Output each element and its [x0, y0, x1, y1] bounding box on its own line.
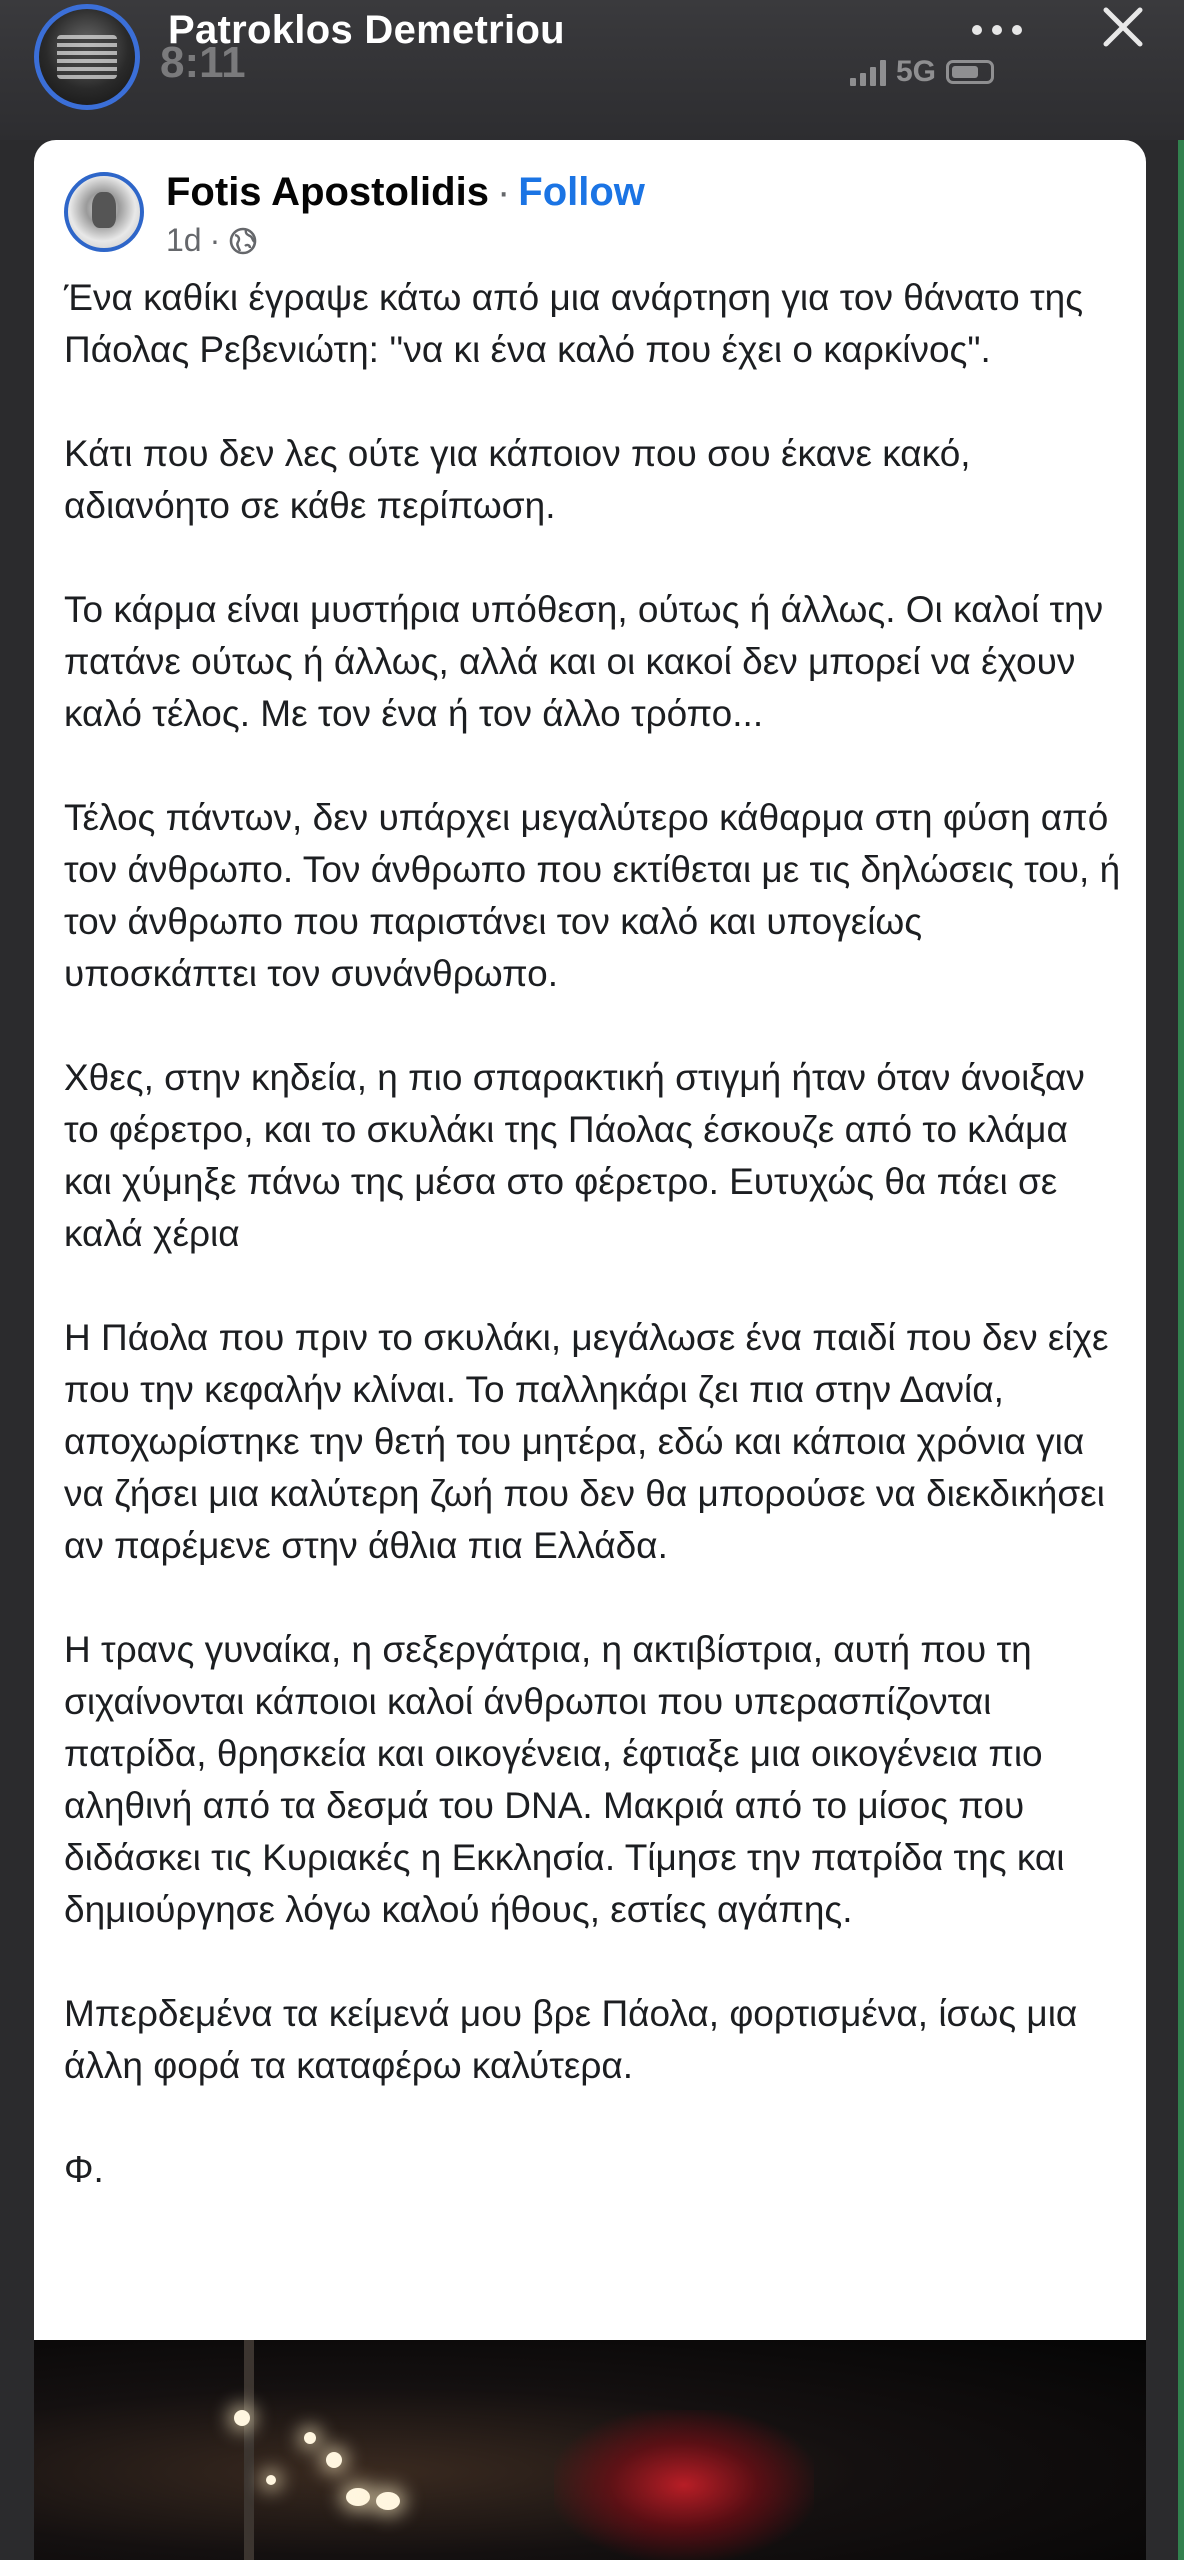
- story-header: [0, 0, 1184, 140]
- signal-icon: [850, 58, 886, 86]
- post-signature: Φ.: [64, 2149, 104, 2190]
- photo-light: [266, 2475, 276, 2485]
- post-paragraph: Η Πάολα που πριν το σκυλάκι, μεγάλωσε ένα παιδί που δεν είχε που την κεφαλήν κλίναι. Το παλληκάρι ζει πια στην Δανία, αποχωρίστηκε την θετή του μητέρα, εδώ και κάποια χρόνια για να ζήσει μια καλύτερη ζωή που δεν θα μπορούσε να διεκδικήσει αν παρέμενε στην άθλια πια Ελλάδα.: [64, 1317, 1109, 1566]
- photo-red-light: [554, 2410, 814, 2560]
- meta-separator: ·: [209, 222, 221, 258]
- post-text: [64, 272, 1124, 2196]
- status-time: 8:11: [160, 38, 246, 87]
- photo-pole: [244, 2340, 254, 2560]
- story-avatar[interactable]: [34, 4, 140, 110]
- close-icon[interactable]: [1096, 2, 1150, 56]
- globe-icon: [228, 226, 258, 256]
- status-indicators: [850, 52, 994, 92]
- story-author-name[interactable]: Patroklos Demetriou: [168, 8, 565, 52]
- post-paragraph: Μπερδεμένα τα κείμενά μου βρε Πάολα, φορτισμένα, ίσως μια άλλη φορά τα καταφέρω καλύτερα.: [64, 1993, 1078, 2086]
- post-header: [166, 170, 645, 215]
- post-paragraph: Τέλος πάντων, δεν υπάρχει μεγαλύτερο κάθαρμα στη φύση από τον άνθρωπο. Τον άνθρωπο που εκτίθεται με τις δηλώσεις του, ή τον άνθρωπο που παριστάνει τον καλό και υπογείως υποσκάπτει τον συνάνθρωπο.: [64, 797, 1121, 994]
- post-paragraph: Χθες, στην κηδεία, η πιο σπαρακτική στιγμή ήταν όταν άνοιξαν το φέρετρο, και το σκυλάκι της Πάολας έσκουζε από το κλάμα και χύμηξε πάνω της μέσα στο φέρετρο. Ευτυχώς θα πάει σε καλά χέρια: [64, 1057, 1085, 1254]
- post-age[interactable]: 1d: [166, 222, 202, 258]
- post-paragraph: Το κάρμα είναι μυστήρια υπόθεση, ούτως ή άλλως. Οι καλοί την πατάνε ούτως ή άλλως, αλλά και οι κακοί δεν μπορεί να έχουν καλό τέλος. Με τον ένα ή τον άλλο τρόπο...: [64, 589, 1104, 734]
- author-name[interactable]: Fotis Apostolidis: [166, 170, 489, 214]
- battery-icon: [946, 60, 994, 84]
- more-dots-icon[interactable]: [972, 22, 1032, 38]
- photo-light: [376, 2492, 400, 2510]
- follow-button[interactable]: Follow: [518, 170, 645, 214]
- post-paragraph: Κάτι που δεν λες ούτε για κάποιον που σου έκανε κακό, αδιανόητο σε κάθε περίπωση.: [64, 433, 971, 526]
- photo-light: [346, 2488, 370, 2506]
- post-photo[interactable]: [34, 2340, 1146, 2560]
- author-avatar[interactable]: [64, 172, 144, 252]
- header-separator: ·: [496, 170, 511, 214]
- photo-light: [326, 2452, 342, 2468]
- photo-light: [234, 2410, 250, 2426]
- network-label: 5G: [896, 55, 937, 88]
- photo-light: [304, 2432, 316, 2444]
- screen-edge-highlight: [1178, 140, 1184, 2560]
- post-card: [34, 140, 1146, 2560]
- post-paragraph: Ένα καθίκι έγραψε κάτω από μια ανάρτηση για τον θάνατο της Πάολας Ρεβενιώτη: ''να κι ένα καλό που έχει ο καρκίνος".: [64, 277, 1084, 370]
- post-meta: [166, 222, 258, 259]
- post-paragraph: Η τρανς γυναίκα, η σεξεργάτρια, η ακτιβίστρια, αυτή που τη σιχαίνονται κάποιοι καλοί άνθρωποι που υπερασπίζονται πατρίδα, θρησκεία και οικογένεια, έφτιαξε μια οικογένεια πιο αληθινή από τα δεσμά του DNA. Μακριά από το μίσος που διδάσκει τις Κυριακές η Εκκλησία. Τίμησε την πατρίδα της και δημιούργησε λόγω καλού ήθους, εστίες αγάπης.: [64, 1629, 1065, 1930]
